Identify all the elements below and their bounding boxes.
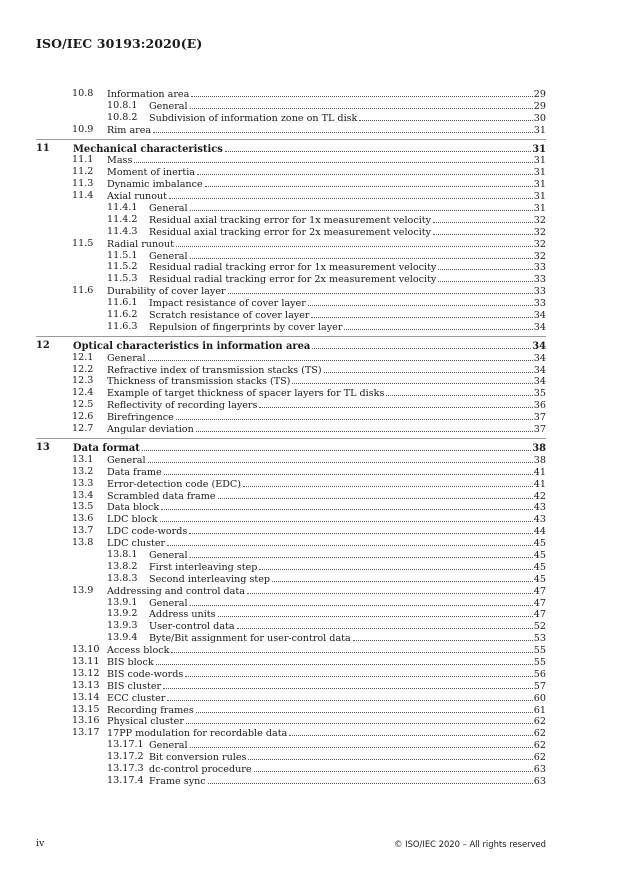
toc-entry-number: 13.17.4 — [107, 774, 144, 786]
toc-entry-number: 11.2 — [72, 166, 94, 178]
toc-entry-title: Residual radial tracking error for 2x measurement velocity — [149, 274, 437, 286]
dot-leader — [259, 561, 532, 570]
toc-entry-title: General — [149, 740, 188, 752]
toc-entry-number: 11.5 — [72, 237, 94, 249]
toc-entry-page: 31 — [533, 167, 546, 179]
toc-entry[interactable] — [36, 608, 546, 620]
toc-entry-title: Angular deviation — [107, 424, 194, 436]
toc-entry[interactable] — [36, 490, 546, 502]
toc-entry[interactable] — [36, 525, 546, 537]
toc-entry[interactable] — [36, 226, 546, 238]
document-id: ISO/IEC 30193:2020(E) — [36, 36, 203, 51]
toc-entry-title: Axial runout — [107, 191, 167, 203]
toc-entry-title: 17PP modulation for recordable data — [107, 728, 288, 740]
toc-entry-number: 12.1 — [72, 351, 94, 363]
toc-entry[interactable] — [36, 285, 546, 297]
toc-entry-title: General — [107, 352, 146, 364]
toc-entry-title: Addressing and control data — [107, 585, 245, 597]
toc-entry-number: 13.4 — [72, 489, 94, 501]
toc-entry[interactable] — [36, 585, 546, 597]
toc-entry-page: 45 — [533, 549, 546, 561]
toc-entry-number: 11 — [36, 142, 50, 154]
toc-entry-page: 62 — [533, 740, 546, 752]
dot-leader — [312, 340, 531, 349]
section-divider — [36, 435, 546, 442]
toc-entry-number: 13.5 — [72, 501, 94, 513]
dot-leader — [243, 478, 533, 487]
dot-leader — [237, 620, 533, 629]
toc-entry-page: 47 — [533, 609, 546, 621]
toc-entry-title: Data format — [73, 442, 140, 454]
toc-entry[interactable] — [36, 656, 546, 668]
toc-entry-title: General — [149, 203, 188, 215]
toc-entry-title: BIS code-words — [107, 668, 184, 680]
toc-entry-title: Durability of cover layer — [107, 286, 226, 298]
toc-entry-page: 37 — [533, 424, 546, 436]
dot-leader — [134, 154, 532, 163]
dot-leader — [359, 112, 532, 121]
toc-entry-number: 11.4.3 — [107, 225, 138, 237]
toc-entry-number: 13.3 — [72, 477, 94, 489]
toc-entry-title: Example of target thickness of spacer layers for TL disks — [107, 388, 385, 400]
table-of-contents — [36, 88, 546, 787]
toc-entry-title: Residual axial tracking error for 1x measurement velocity — [149, 214, 432, 226]
toc-entry-page: 47 — [533, 585, 546, 597]
toc-entry-number: 10.8.2 — [107, 111, 138, 123]
toc-entry-number: 11.3 — [72, 178, 94, 190]
dot-leader — [272, 573, 533, 582]
toc-entry-title: ECC cluster — [107, 692, 166, 704]
toc-entry-page: 31 — [533, 191, 546, 203]
toc-entry-title: Radial runout — [107, 238, 174, 250]
toc-entry[interactable] — [36, 112, 546, 124]
toc-entry-page: 38 — [533, 454, 546, 466]
toc-entry-title: General — [107, 454, 146, 466]
toc-entry-number: 13.16 — [72, 715, 100, 727]
toc-entry-title: Mass — [107, 155, 133, 167]
toc-entry-title: Address units — [149, 609, 216, 621]
toc-entry[interactable] — [36, 321, 546, 333]
dot-leader — [176, 238, 533, 247]
toc-entry-page: 53 — [533, 633, 546, 645]
toc-entry-page: 33 — [533, 262, 546, 274]
toc-entry[interactable] — [36, 739, 546, 751]
toc-entry-page: 38 — [532, 442, 546, 454]
dot-leader — [190, 739, 533, 748]
toc-entry[interactable] — [36, 478, 546, 490]
toc-entry-title: Bit conversion rules — [149, 752, 247, 764]
toc-entry-title: General — [149, 597, 188, 609]
toc-entry-page: 32 — [533, 238, 546, 250]
dot-leader — [254, 763, 533, 772]
toc-entry[interactable] — [36, 309, 546, 321]
dot-leader — [308, 297, 533, 306]
toc-entry-number: 10.8 — [72, 88, 94, 99]
toc-entry-number: 13.9 — [72, 584, 94, 596]
toc-entry[interactable] — [36, 775, 546, 787]
toc-entry-page: 35 — [533, 388, 546, 400]
copyright-notice: © ISO/IEC 2020 – All rights reserved — [394, 839, 546, 849]
toc-entry-title: BIS block — [107, 656, 154, 668]
toc-entry-title: Error-detection code (EDC) — [107, 478, 241, 490]
toc-entry[interactable] — [36, 501, 546, 513]
dot-leader — [191, 88, 532, 97]
dot-leader — [353, 632, 533, 641]
toc-entry-number: 11.6.1 — [107, 297, 138, 309]
toc-entry-page: 42 — [533, 490, 546, 502]
page-footer — [36, 838, 546, 852]
toc-entry[interactable] — [36, 644, 546, 656]
toc-entry-number: 13.17.3 — [107, 762, 144, 774]
toc-entry[interactable] — [36, 178, 546, 190]
toc-entry-page: 34 — [533, 352, 546, 364]
toc-entry[interactable] — [36, 352, 546, 364]
toc-entry-title: Mechanical characteristics — [73, 143, 223, 155]
toc-entry-page: 34 — [532, 340, 546, 352]
toc-entry-title: Data block — [107, 502, 160, 514]
toc-entry[interactable] — [36, 573, 546, 585]
toc-entry-number: 12.5 — [72, 399, 94, 411]
toc-entry-number: 10.8.1 — [107, 99, 138, 111]
toc-entry[interactable] — [36, 88, 546, 100]
toc-entry-page: 44 — [533, 526, 546, 538]
toc-entry-page: 37 — [533, 412, 546, 424]
toc-entry-title: Subdivision of information zone on TL disk — [149, 112, 358, 124]
toc-entry-number: 13.2 — [72, 465, 94, 477]
toc-entry-page: 41 — [533, 478, 546, 490]
toc-entry[interactable] — [36, 513, 546, 525]
dot-leader — [176, 411, 533, 420]
toc-entry-title: Frame sync — [149, 775, 206, 787]
toc-entry[interactable] — [36, 364, 546, 376]
toc-entry-number: 11.5.1 — [107, 249, 138, 261]
toc-entry-number: 13.14 — [72, 691, 100, 703]
toc-entry-number: 11.1 — [72, 154, 94, 166]
dot-leader — [148, 454, 533, 463]
toc-chapter-entry[interactable] — [36, 340, 546, 352]
toc-entry-number: 13.9.1 — [107, 596, 138, 608]
dot-leader — [218, 490, 533, 499]
dot-leader — [225, 143, 531, 152]
toc-entry-page: 34 — [533, 364, 546, 376]
toc-entry-page: 32 — [533, 226, 546, 238]
toc-entry-number: 13.17 — [72, 727, 100, 739]
toc-entry[interactable] — [36, 273, 546, 285]
toc-entry-number: 12 — [36, 339, 50, 351]
toc-entry-number: 13.17.2 — [107, 751, 144, 763]
dot-leader — [190, 549, 533, 558]
dot-leader — [190, 597, 533, 606]
dot-leader — [292, 375, 532, 384]
toc-entry-page: 45 — [533, 561, 546, 573]
toc-entry-page: 33 — [533, 298, 546, 310]
dot-leader — [228, 285, 533, 294]
toc-entry-page: 41 — [533, 466, 546, 478]
toc-entry-title: Scratch resistance of cover layer — [149, 310, 310, 322]
toc-entry-number: 13.12 — [72, 667, 100, 679]
toc-entry-title: Repulsion of fingerprints by cover layer — [149, 321, 343, 333]
dot-leader — [289, 727, 533, 736]
toc-entry-title: Information area — [107, 89, 190, 100]
toc-entry-title: General — [149, 549, 188, 561]
dot-leader — [311, 309, 532, 318]
toc-entry-number: 13.10 — [72, 644, 100, 656]
toc-entry-page: 34 — [533, 310, 546, 322]
toc-entry-number: 13.8.2 — [107, 560, 138, 572]
toc-entry-number: 12.2 — [72, 363, 94, 375]
toc-entry[interactable] — [36, 680, 546, 692]
toc-entry[interactable] — [36, 561, 546, 573]
toc-entry[interactable] — [36, 597, 546, 609]
toc-entry-title: dc-control procedure — [149, 763, 252, 775]
toc-entry-page: 33 — [533, 286, 546, 298]
toc-entry-number: 13.8.3 — [107, 572, 138, 584]
toc-entry-number: 10.9 — [72, 123, 94, 135]
toc-entry[interactable] — [36, 166, 546, 178]
dot-leader — [259, 399, 532, 408]
toc-entry-number: 13.1 — [72, 453, 94, 465]
dot-leader — [247, 585, 533, 594]
toc-entry-number: 13.7 — [72, 525, 94, 537]
dot-leader — [218, 608, 533, 617]
toc-entry[interactable] — [36, 537, 546, 549]
dot-leader — [248, 751, 532, 760]
toc-entry-number: 12.6 — [72, 411, 94, 423]
toc-entry-number: 11.5.3 — [107, 273, 138, 285]
dot-leader — [186, 715, 533, 724]
toc-chapter-entry[interactable] — [36, 442, 546, 454]
toc-entry[interactable] — [36, 238, 546, 250]
toc-entry-number: 11.4.1 — [107, 202, 138, 214]
toc-entry[interactable] — [36, 100, 546, 112]
dot-leader — [156, 656, 533, 665]
toc-entry-page: 43 — [533, 502, 546, 514]
dot-leader — [190, 202, 533, 211]
toc-entry-number: 11.6.2 — [107, 309, 138, 321]
toc-entry-number: 12.4 — [72, 387, 94, 399]
toc-chapter-entry[interactable] — [36, 143, 546, 155]
toc-entry-page: 31 — [532, 143, 546, 155]
toc-entry-title: Byte/Bit assignment for user-control data — [149, 633, 351, 645]
toc-entry[interactable] — [36, 454, 546, 466]
toc-entry-number: 13.11 — [72, 655, 100, 667]
dot-leader — [160, 513, 533, 522]
toc-entry-page: 45 — [533, 538, 546, 550]
dot-leader — [153, 124, 533, 133]
toc-entry[interactable] — [36, 549, 546, 561]
toc-entry[interactable] — [36, 727, 546, 739]
toc-entry[interactable] — [36, 763, 546, 775]
toc-entry[interactable] — [36, 715, 546, 727]
toc-entry-title: Rim area — [107, 124, 152, 136]
dot-leader — [433, 226, 533, 235]
toc-entry-page: 55 — [533, 645, 546, 657]
toc-entry-title: LDC cluster — [107, 538, 166, 550]
toc-entry[interactable] — [36, 632, 546, 644]
dot-leader — [197, 166, 533, 175]
toc-entry[interactable] — [36, 261, 546, 273]
dot-leader — [164, 466, 533, 475]
dot-leader — [142, 442, 531, 451]
dot-leader — [171, 644, 532, 653]
toc-entry-title: Refractive index of transmission stacks (TS) — [107, 364, 322, 376]
toc-entry-title: Access block — [107, 645, 170, 657]
dot-leader — [196, 423, 533, 432]
toc-entry-title: Impact resistance of cover layer — [149, 298, 306, 310]
toc-entry-title: LDC block — [107, 514, 158, 526]
dot-leader — [148, 352, 533, 361]
toc-entry-number: 13.9.4 — [107, 632, 138, 644]
toc-entry-title: Moment of inertia — [107, 167, 195, 179]
toc-entry-page: 29 — [533, 100, 546, 112]
toc-entry-number: 13.9.3 — [107, 620, 138, 632]
dot-leader — [189, 525, 532, 534]
toc-entry-title: BIS cluster — [107, 680, 162, 692]
dot-leader — [205, 178, 533, 187]
toc-entry-page: 29 — [533, 89, 546, 100]
toc-entry-number: 12.3 — [72, 375, 94, 387]
toc-entry-page: 47 — [533, 597, 546, 609]
toc-entry-page: 32 — [533, 250, 546, 262]
toc-entry-page: 43 — [533, 514, 546, 526]
toc-entry-title: Birefringence — [107, 412, 174, 424]
toc-entry[interactable] — [36, 751, 546, 763]
dot-leader — [438, 261, 532, 270]
dot-leader — [196, 704, 533, 713]
toc-entry[interactable] — [36, 154, 546, 166]
toc-entry-page: 57 — [533, 680, 546, 692]
dot-leader — [190, 250, 533, 259]
dot-leader — [161, 501, 533, 510]
toc-entry[interactable] — [36, 466, 546, 478]
toc-entry-page: 31 — [533, 203, 546, 215]
toc-entry-number: 13.8.1 — [107, 548, 138, 560]
toc-entry-number: 13.9.2 — [107, 608, 138, 620]
dot-leader — [167, 537, 533, 546]
toc-entry-page: 63 — [533, 763, 546, 775]
toc-entry-page: 34 — [533, 376, 546, 388]
dot-leader — [167, 692, 532, 701]
toc-entry-title: LDC code-words — [107, 526, 188, 538]
toc-entry[interactable] — [36, 423, 546, 435]
toc-entry[interactable] — [36, 214, 546, 226]
dot-leader — [386, 387, 532, 396]
toc-entry[interactable] — [36, 399, 546, 411]
dot-leader — [344, 321, 532, 330]
document-header — [36, 36, 202, 51]
toc-entry-title: General — [149, 100, 188, 112]
toc-entry-number: 11.4 — [72, 190, 94, 202]
toc-entry-title: Residual radial tracking error for 1x measurement velocity — [149, 262, 437, 274]
toc-entry-page: 31 — [533, 179, 546, 191]
toc-entry-title: Second interleaving step — [149, 573, 271, 585]
toc-entry-page: 30 — [533, 112, 546, 124]
toc-entry-page: 34 — [533, 321, 546, 333]
toc-entry-title: Dynamic imbalance — [107, 179, 203, 191]
dot-leader — [438, 273, 532, 282]
toc-entry[interactable] — [36, 620, 546, 632]
toc-entry-page: 55 — [533, 656, 546, 668]
toc-entry-title: Scrambled data frame — [107, 490, 216, 502]
toc-entry-title: General — [149, 250, 188, 262]
dot-leader — [190, 100, 533, 109]
dot-leader — [208, 775, 533, 784]
page-number: iv — [36, 838, 45, 849]
toc-entry-page: 60 — [533, 692, 546, 704]
toc-entry-number: 11.6.3 — [107, 320, 138, 332]
toc-entry-page: 56 — [533, 668, 546, 680]
toc-entry-page: 33 — [533, 274, 546, 286]
toc-entry-title: Optical characteristics in information area — [73, 340, 311, 352]
toc-entry[interactable] — [36, 250, 546, 262]
toc-entry[interactable] — [36, 297, 546, 309]
toc-entry-page: 62 — [533, 728, 546, 740]
toc-entry-number: 11.4.2 — [107, 213, 138, 225]
toc-entry-page: 36 — [533, 400, 546, 412]
toc-entry-page: 31 — [533, 155, 546, 167]
toc-entry-page: 31 — [533, 124, 546, 136]
toc-entry-title: Physical cluster — [107, 716, 184, 728]
toc-entry-title: Data frame — [107, 466, 162, 478]
toc-entry[interactable] — [36, 387, 546, 399]
dot-leader — [163, 680, 533, 689]
toc-entry-page: 62 — [533, 752, 546, 764]
toc-entry-number: 13.6 — [72, 513, 94, 525]
dot-leader — [324, 364, 533, 373]
toc-entry-number: 13.8 — [72, 537, 94, 549]
toc-entry[interactable] — [36, 124, 546, 136]
toc-entry-number: 13 — [36, 441, 50, 453]
toc-entry[interactable] — [36, 411, 546, 423]
toc-entry-page: 52 — [533, 621, 546, 633]
toc-entry-number: 11.5.2 — [107, 261, 138, 273]
toc-entry[interactable] — [36, 375, 546, 387]
section-divider — [36, 333, 546, 340]
toc-entry[interactable] — [36, 190, 546, 202]
toc-entry-title: User-control data — [149, 621, 235, 633]
toc-entry-number: 12.7 — [72, 423, 94, 435]
section-divider — [36, 136, 546, 143]
toc-entry[interactable] — [36, 668, 546, 680]
toc-entry-number: 13.13 — [72, 679, 100, 691]
toc-entry[interactable] — [36, 704, 546, 716]
dot-leader — [185, 668, 532, 677]
toc-entry[interactable] — [36, 692, 546, 704]
toc-entry[interactable] — [36, 202, 546, 214]
toc-entry-number: 11.6 — [72, 285, 94, 297]
toc-entry-page: 62 — [533, 716, 546, 728]
toc-entry-title: Reflectivity of recording layers — [107, 400, 258, 412]
toc-entry-title: Residual axial tracking error for 2x measurement velocity — [149, 226, 432, 238]
toc-entry-title: Recording frames — [107, 704, 194, 716]
toc-entry-title: Thickness of transmission stacks (TS) — [107, 376, 291, 388]
toc-entry-page: 45 — [533, 573, 546, 585]
toc-entry-page: 32 — [533, 214, 546, 226]
toc-entry-title: First interleaving step — [149, 561, 258, 573]
toc-entry-number: 13.17.1 — [107, 739, 144, 751]
toc-entry-page: 63 — [533, 775, 546, 787]
dot-leader — [169, 190, 533, 199]
toc-entry-number: 13.15 — [72, 703, 100, 715]
dot-leader — [433, 214, 533, 223]
toc-entry-page: 61 — [533, 704, 546, 716]
